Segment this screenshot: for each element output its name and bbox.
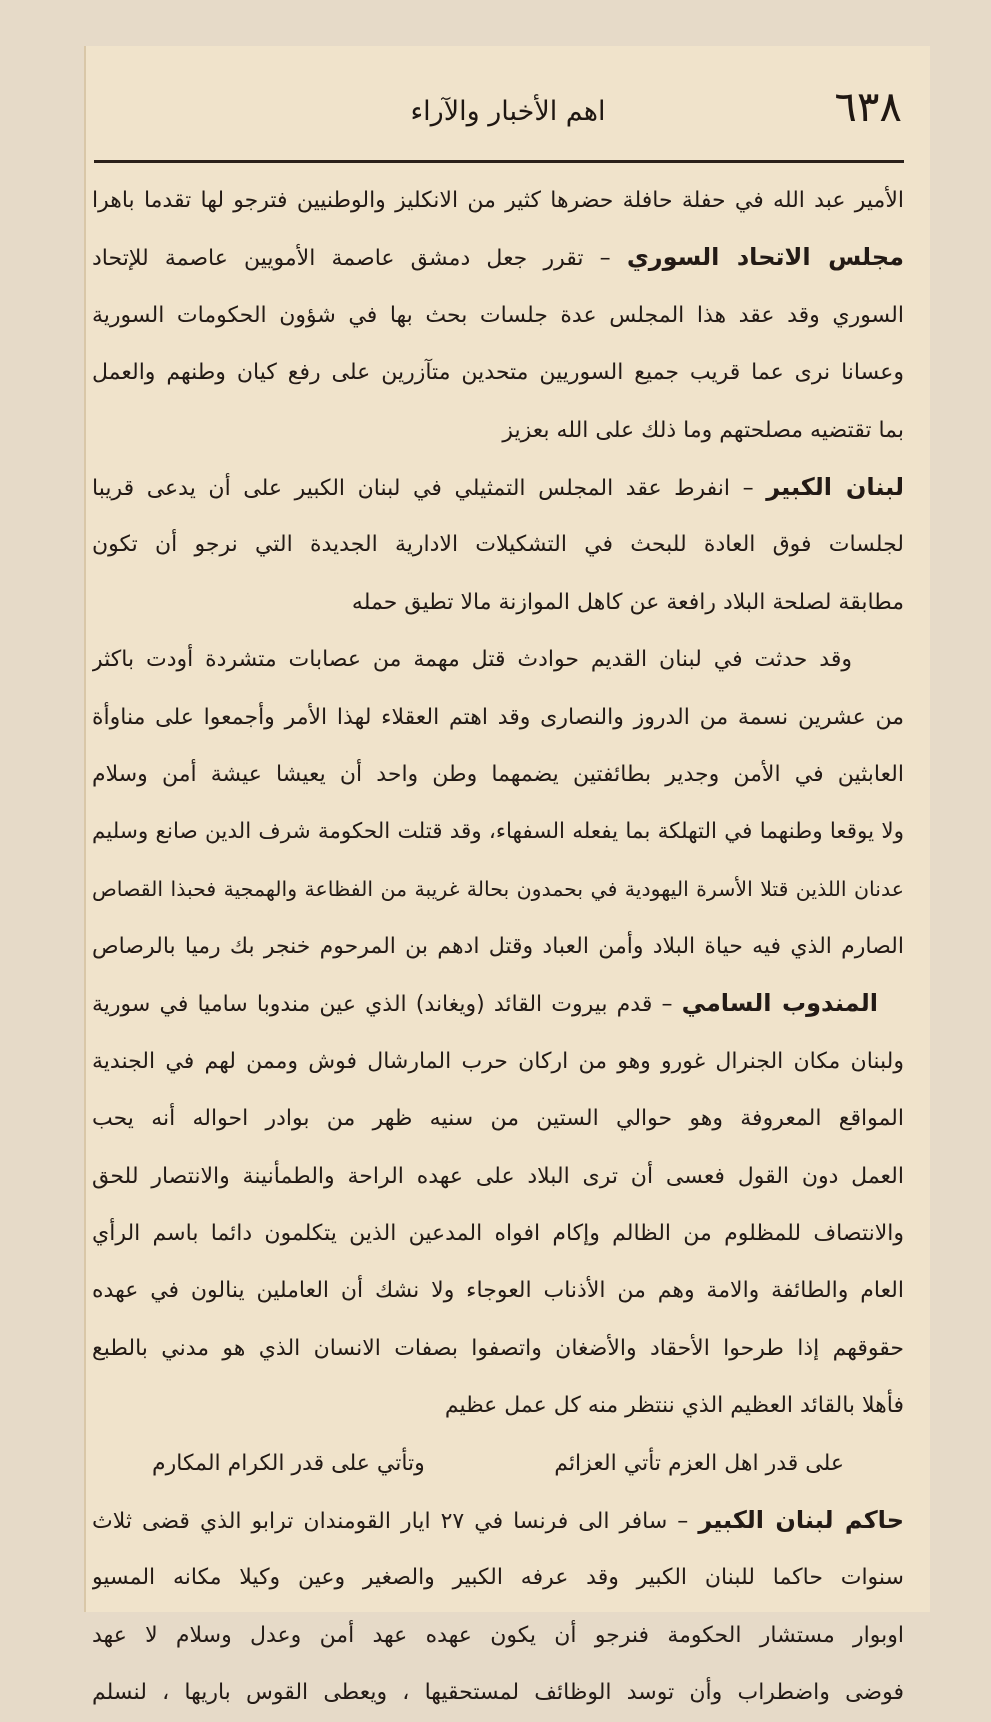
governor-line-3: اوبوار مستشار الحكومة فنرجو أن يكون عهده عهد أمن وعدل وسلام لا عهد <box>92 1622 904 1648</box>
poem-first-hemistich: على قدر اهل العزم تأتي العزائم <box>554 1450 844 1476</box>
running-title: اهم الأخبار والآراء <box>410 96 606 127</box>
greater-lebanon-line-1 <box>92 459 904 516</box>
high-commissioner-line-6: العام والطائفة والامة وهم من الأذناب العوجاء ولا نشك أن العاملين ينالون في عهده <box>92 1278 904 1304</box>
poem-second-hemistich: وتأتي على قدر الكرام المكارم <box>152 1450 425 1476</box>
high-commissioner-heading: المندوب السامي <box>681 989 878 1018</box>
high-commissioner-line-5: والانتصاف للمظلوم من الظالم وإكام افواه المدعين الذين يتكلمون دائما باسم الرأي <box>92 1221 904 1247</box>
governor-line-4: فوضى واضطراب وأن توسد الوظائف لمستحقيها ، ويعطى القوس باريها ، لنسلم <box>92 1680 904 1706</box>
governor-text-1: – سافر الى فرنسا في ٢٧ ايار القومندان ترابو الذي قضى ثلاث <box>92 1508 689 1534</box>
high-commissioner-line-7: حقوقهم إذا طرحوا الأحقاد والأضغان واتصفوا بصفات الانسان الذي هو مدني بالطبع <box>92 1335 904 1361</box>
syrian-union-line-3: وعسانا نرى عما قريب جميع السوريين متحدين متآزرين على رفع كيان وطنهم والعمل <box>92 360 904 386</box>
greater-lebanon-text-1: – انفرط عقد المجلس التمثيلي في لبنان الكبير على أن يدعى قريبا <box>92 475 754 501</box>
syrian-union-heading: مجلس الاتحاد السوري <box>626 243 904 272</box>
header-rule <box>94 160 904 163</box>
article-body <box>92 172 904 1722</box>
governor-line-1 <box>92 1492 904 1549</box>
governor-heading: حاكم لبنان الكبير <box>698 1505 904 1534</box>
poem-verse <box>92 1435 904 1492</box>
syrian-union-line-1 <box>92 229 904 286</box>
high-commissioner-line-4: العمل دون القول فعسى أن ترى البلاد على عهده الراحة والطمأنينة والانتصار للحق <box>92 1163 904 1189</box>
greater-lebanon-line-8: عدنان اللذين قتلا الأسرة اليهودية في بحمدون بحالة غريبة من الفظاعة والهمجية فحبذا القصاص <box>92 876 904 901</box>
high-commissioner-text-1: – قدم بيروت القائد (ويغاند) الذي عين مندوبا ساميا في سورية <box>92 992 673 1018</box>
book-page <box>84 46 930 1706</box>
syrian-union-line-4: بما تقتضيه مصلحتهم وما ذلك على الله بعزيز <box>502 417 904 443</box>
greater-lebanon-heading: لبنان الكبير <box>766 472 904 501</box>
high-commissioner-line-8: فأهلا بالقائد العظيم الذي ننتظر منه كل عمل عظيم <box>444 1393 904 1419</box>
greater-lebanon-line-7: ولا يوقعا وطنهما في التهلكة بما يفعله السفهاء، وقد قتلت الحكومة شرف الدين صانع وسليم <box>92 819 904 845</box>
greater-lebanon-line-5: من عشرين نسمة من الدروز والنصارى وقد اهتم العقلاء لهذا الأمر وأجمعوا على مناوأة <box>92 704 904 730</box>
high-commissioner-line-1 <box>92 975 904 1032</box>
high-commissioner-line-3: المواقع المعروفة وهو حوالي الستين من سنيه ظهر من بوادر احواله أنه يحب <box>92 1106 904 1132</box>
governor-line-2: سنوات حاكما للبنان الكبير وقد عرفه الكبير والصغير وعين وكيلا مكانه المسيو <box>92 1565 904 1591</box>
greater-lebanon-line-6: العابثين في الأمن وجدير بطائفتين يضمهما وطن واحد أن يعيشا عيشة أمن وسلام <box>92 761 904 787</box>
syrian-union-line-2: السوري وقد عقد هذا المجلس عدة جلسات بحث بها في شؤون الحكومات السورية <box>92 302 904 328</box>
page-number: ٦٣٨ <box>834 82 902 131</box>
greater-lebanon-line-3: مطابقة لصلحة البلاد رافعة عن كاهل الموازنة مالا تطيق حمله <box>351 589 904 615</box>
greater-lebanon-line-9: الصارم الذي فيه حياة البلاد وأمن العباد وقتل ادهم بن المرحوم خنجر بك رميا بالرصاص <box>92 934 904 960</box>
greater-lebanon-line-2: لجلسات فوق العادة للبحث في التشكيلات الادارية الجديدة التي نرجو أن تكون <box>92 532 904 558</box>
high-commissioner-line-2: ولبنان مكان الجنرال غورو وهو من اركان حرب المارشال فوش وممن لهم في الجندية <box>92 1048 904 1074</box>
page-header <box>86 82 930 160</box>
syrian-union-text-1: – تقرر جعل دمشق عاصمة الأمويين عاصمة للإتحاد <box>92 246 611 272</box>
greater-lebanon-line-4: وقد حدثت في لبنان القديم حوادث قتل مهمة من عصابات متشردة أودت باكثر <box>92 647 852 673</box>
intro-line: الأمير عبد الله في حفلة حافلة حضرها كثير من الانكليز والوطنيين فترجو لها تقدما باهرا <box>92 188 904 213</box>
